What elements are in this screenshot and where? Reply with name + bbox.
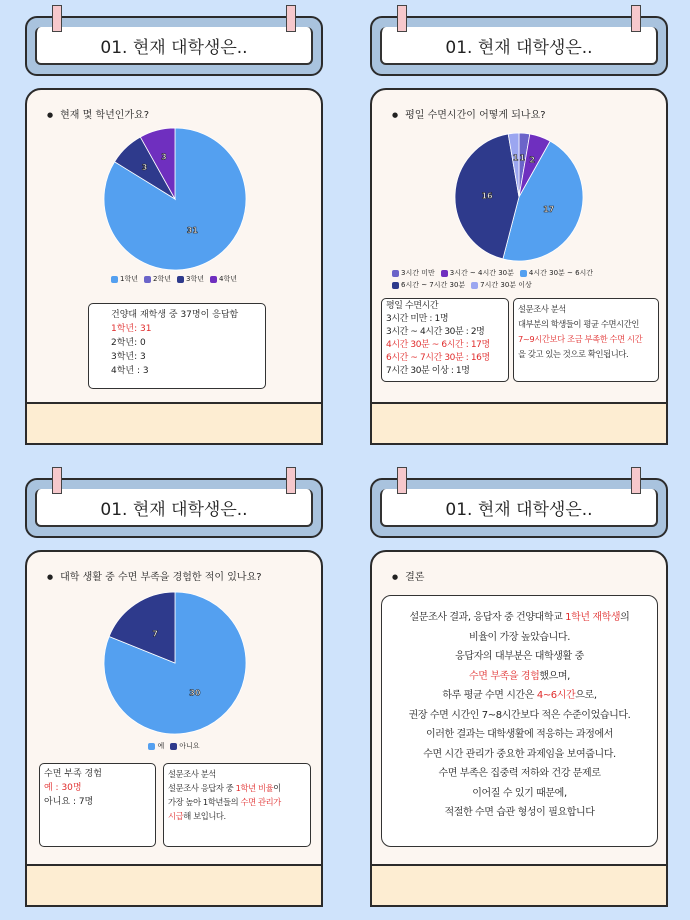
text-line [44, 795, 151, 809]
text-line [384, 764, 655, 784]
text-segment: 2학년: 0 [111, 338, 146, 348]
legend-item [148, 741, 164, 751]
title-banner [370, 16, 668, 76]
text-line [386, 300, 504, 313]
slide-panel-sleep-deprivation [25, 462, 323, 907]
title-banner [370, 478, 668, 538]
sleep-hours-box [381, 298, 509, 382]
chart-legend [392, 268, 646, 290]
legend-item [111, 274, 138, 284]
text-segment: 7시간 30분 이상 : 1명 [386, 366, 470, 376]
conclusion-heading: ● 결론 [392, 568, 424, 583]
text-line [384, 725, 655, 745]
highlight-text: 수면 부족을 경험 [469, 670, 540, 682]
text-segment: 3학년: 3 [111, 352, 146, 362]
text-segment: 비율이 가장 높았습니다. [469, 631, 570, 643]
text-segment: 해 보입니다. [183, 811, 226, 821]
text-segment: 적절한 수면 습관 형성이 필요합니다 [444, 807, 595, 818]
content-card [370, 550, 668, 907]
footer-band [372, 864, 666, 905]
content-card [25, 88, 323, 445]
legend-label: 2학년 [153, 275, 171, 283]
question-text: ● 대학 생활 중 수면 부족을 경험한 적이 있나요? [47, 568, 262, 583]
legend-item [392, 268, 435, 278]
slide-title: 01. 현재 대학생은.. [35, 489, 313, 527]
legend-label: 4학년 [218, 275, 237, 283]
legend-item [170, 741, 199, 751]
text-line [168, 809, 306, 823]
legend-item [177, 274, 204, 284]
legend-label: 6시간 ~ 7시간 30분 [401, 281, 466, 289]
text-line [518, 332, 654, 347]
text-line [384, 647, 655, 667]
slice-label: 2 [529, 155, 536, 165]
slide-panel-sleep-hours [370, 0, 668, 445]
text-segment: 수면 부족은 집중력 저하와 건강 문제로 [438, 768, 601, 779]
footer-band [372, 402, 666, 443]
text-line [384, 608, 655, 628]
highlight-text: 1학년 비율 [235, 783, 274, 793]
text-segment: 설문조사 결과, 응답자 중 건양대학교 [409, 612, 566, 623]
slice-label: 16 [481, 191, 493, 201]
legend-swatch [441, 270, 448, 277]
text-line [518, 302, 654, 317]
text-segment: 설문조사 분석 [168, 769, 216, 779]
slide-title: 01. 현재 대학생은.. [380, 489, 658, 527]
text-line [168, 781, 306, 795]
text-line [44, 781, 151, 795]
highlight-text: 예 : 30명 [44, 783, 82, 793]
text-segment: 권장 수면 시간인 7~8시간보다 적은 수준이었습니다. [408, 709, 631, 721]
question-text: ● 평일 수면시간이 어떻게 되나요? [392, 106, 546, 121]
text-line [111, 350, 257, 364]
text-line [111, 308, 257, 322]
content-card [25, 550, 323, 907]
text-line [384, 628, 655, 648]
slice-label: 1 [519, 153, 526, 163]
legend-swatch [471, 282, 478, 289]
slice-label: 3 [161, 152, 167, 162]
text-line [168, 767, 306, 781]
experience-box [39, 763, 156, 847]
pie-chart [103, 127, 247, 271]
text-segment: 으로, [575, 690, 597, 701]
text-segment: 3시간 미만 : 1명 [386, 314, 449, 324]
slice-label: 7 [152, 629, 158, 639]
slide-panel-conclusion [370, 462, 668, 907]
legend-label: 3시간 ~ 4시간 30분 [449, 269, 514, 277]
text-segment: 이러한 결과는 대학생활에 적응하는 과정에서 [425, 729, 614, 740]
title-banner [25, 478, 323, 538]
text-segment: 건양대 재학생 중 37명이 응답함 [111, 310, 239, 320]
pie-chart [454, 132, 584, 262]
legend-label: 3시간 미만 [401, 269, 435, 277]
highlight-text: 1학년 재학생 [565, 612, 621, 623]
clip-icon [52, 5, 62, 32]
slice-label: 30 [189, 688, 201, 698]
text-line [168, 795, 306, 809]
text-segment: 4학년 : 3 [111, 366, 149, 376]
text-line [111, 336, 257, 350]
legend-item [210, 274, 237, 284]
text-line [384, 803, 655, 823]
highlight-text: 7~9시간보다 조금 부족한 수면 시간 [518, 334, 643, 344]
legend-swatch [392, 282, 399, 289]
text-line [111, 364, 257, 378]
text-line [518, 347, 654, 362]
legend-label: 3학년 [186, 275, 204, 283]
text-segment: 수면 부족 경험 [44, 769, 102, 779]
highlight-text: 1학년: 31 [111, 324, 152, 334]
analysis-box [163, 763, 311, 847]
slice-label: 31 [186, 225, 198, 235]
clip-icon [286, 5, 296, 32]
clip-icon [397, 5, 407, 32]
legend-swatch [170, 743, 177, 750]
legend-swatch [144, 276, 151, 283]
highlight-text: 4~6시간 [536, 690, 576, 701]
text-segment: 평일 수면시간 [386, 301, 439, 311]
text-line [518, 317, 654, 332]
pie-chart [103, 591, 247, 735]
text-segment: 대부분의 학생들이 평균 수면시간인 [518, 319, 639, 329]
legend-swatch [392, 270, 399, 277]
highlight-text: 4시간 30분 ~ 6시간 : 17명 [386, 340, 490, 350]
text-segment: 아니요 : 7명 [44, 797, 94, 807]
clip-icon [286, 467, 296, 494]
conclusion-box [381, 595, 658, 847]
text-line [384, 706, 655, 726]
text-segment: 을 갖고 있는 것으로 확인됩니다. [518, 349, 629, 359]
legend-item [471, 280, 532, 290]
text-line [111, 322, 257, 336]
text-segment: 하루 평균 수면 시간은 [442, 690, 537, 701]
content-card [370, 88, 668, 445]
slide-title: 01. 현재 대학생은.. [380, 27, 658, 65]
slice-label: 1 [512, 153, 519, 163]
text-line [384, 667, 655, 687]
clip-icon [631, 467, 641, 494]
text-segment: 응답자의 대부분은 대학생활 중 [455, 651, 584, 662]
legend-swatch [177, 276, 184, 283]
highlight-text: 시급 [168, 811, 184, 821]
clip-icon [52, 467, 62, 494]
text-segment: 이 [273, 783, 281, 793]
legend-item [520, 268, 593, 278]
chart-legend [27, 741, 321, 751]
text-segment: 설문조사 응답자 중 [168, 783, 236, 793]
footer-band [27, 864, 321, 905]
legend-label: 4시간 30분 ~ 6시간 [528, 269, 594, 277]
slice-label: 17 [543, 204, 555, 214]
clip-icon [397, 467, 407, 494]
text-line [384, 686, 655, 706]
title-banner [25, 16, 323, 76]
text-segment: 설문조사 분석 [518, 304, 566, 314]
text-line [44, 767, 151, 781]
text-segment: 3시간 ~ 4시간 30분 : 2명 [386, 327, 485, 337]
summary-box [88, 303, 266, 389]
text-line [384, 745, 655, 765]
highlight-text: 6시간 ~ 7시간 30분 : 16명 [386, 353, 490, 363]
text-segment: 가장 높아 1학년들의 [168, 797, 241, 807]
legend-item [144, 274, 171, 284]
legend-swatch [148, 743, 155, 750]
question-text: ● 현재 몇 학년인가요? [47, 106, 149, 121]
footer-band [27, 402, 321, 443]
text-line [386, 339, 504, 352]
highlight-text: 수면 관리가 [240, 797, 281, 807]
slide-title: 01. 현재 대학생은.. [35, 27, 313, 65]
text-line [386, 326, 504, 339]
legend-swatch [210, 276, 217, 283]
legend-label: 예 [157, 742, 165, 750]
text-line [386, 352, 504, 365]
chart-legend [27, 274, 321, 284]
slide-panel-grade [25, 0, 323, 445]
analysis-box [513, 298, 659, 382]
legend-item [441, 268, 514, 278]
legend-label: 7시간 30분 이상 [480, 281, 532, 289]
clip-icon [631, 5, 641, 32]
text-segment: 했으며, [539, 670, 570, 682]
slice-label: 3 [141, 163, 148, 173]
text-line [386, 365, 504, 378]
text-line [384, 784, 655, 804]
text-segment: 수면 시간 관리가 중요한 과제임을 보여줍니다. [423, 748, 616, 760]
legend-item [392, 280, 465, 290]
legend-swatch [520, 270, 527, 277]
text-line [386, 313, 504, 326]
text-segment: 이어질 수 있기 때문에, [472, 787, 567, 799]
legend-label: 1학년 [120, 275, 139, 283]
legend-swatch [111, 276, 118, 283]
text-segment: 의 [620, 612, 630, 623]
legend-label: 아니요 [179, 742, 200, 750]
